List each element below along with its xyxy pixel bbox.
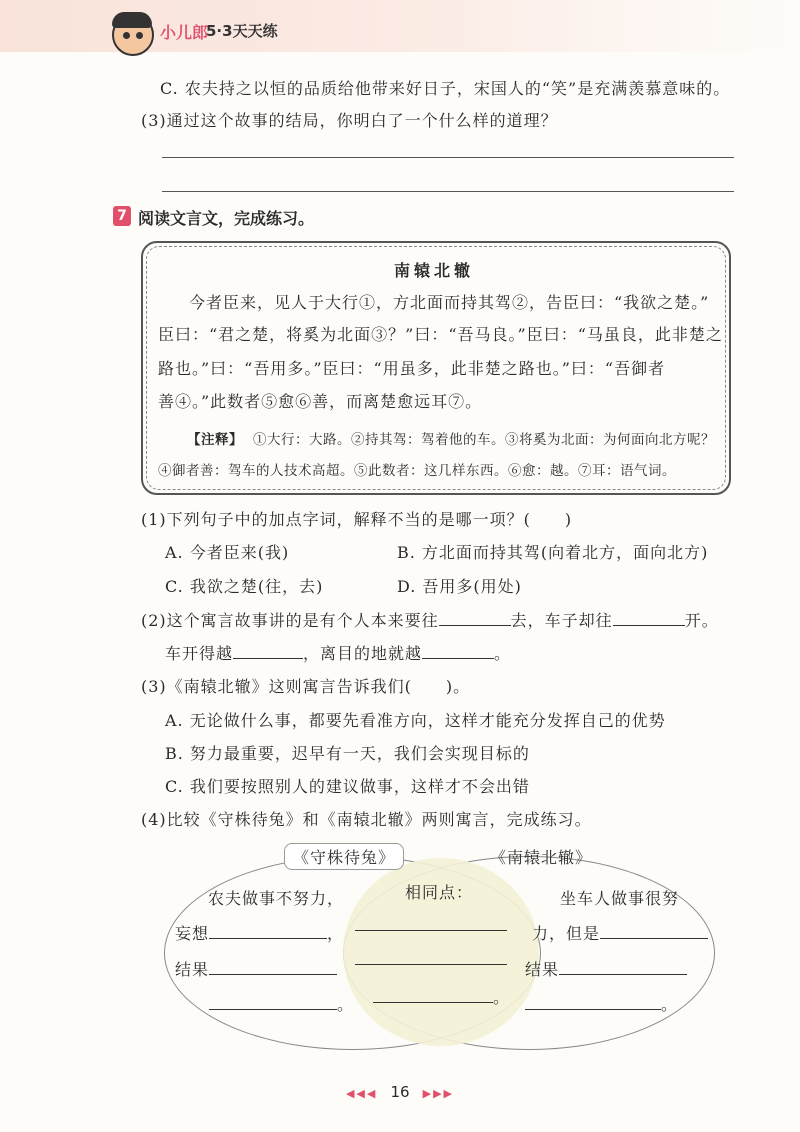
- passage-line-2: 臣曰：“君之楚，将奚为北面③？”曰：“吾马良。”臣曰：“马虽良，此非楚之: [158, 325, 723, 344]
- venn-left-blank-3[interactable]: [209, 995, 337, 1010]
- prev-option-c: C. 农夫持之以恒的品质给他带来好日子，宋国人的“笑”是充满羡慕意味的。: [160, 79, 731, 98]
- q2-part-2: 去，车子却往: [510, 611, 613, 630]
- venn-left-title: 《守株待兔》: [284, 843, 404, 870]
- venn-right-title: 《南辕北辙》: [490, 848, 593, 867]
- answer-line-1[interactable]: [162, 157, 734, 158]
- venn-right-but: 力，但是: [532, 924, 601, 943]
- q2-blank-3[interactable]: [233, 644, 303, 659]
- page-number: 16: [390, 1083, 410, 1101]
- q2-part-6: 。: [494, 644, 512, 663]
- q1-option-c[interactable]: C. 我欲之楚(往，去): [165, 577, 324, 596]
- venn-left-comma: ，: [327, 924, 345, 943]
- passage-title: 南辕北辙: [393, 261, 474, 280]
- mascot-icon: [112, 14, 154, 56]
- right-arrows-icon: ▶▶▶: [422, 1087, 455, 1100]
- q2-blank-4[interactable]: [422, 644, 494, 659]
- notes-line-1: ①大行：大路。②持其驾：驾着他的车。③将奚为北面：为何面向北方呢？: [253, 432, 715, 448]
- q2-blank-2[interactable]: [613, 611, 685, 626]
- q3-option-b[interactable]: B. 努力最重要，迟早有一天，我们会实现目标的: [165, 744, 530, 763]
- passage-line-4: 善④。”此数者⑤愈⑥善，而离楚愈远耳⑦。: [158, 392, 483, 411]
- q3-option-a[interactable]: A. 无论做什么事，都要先看准方向，这样才能充分发挥自己的优势: [165, 711, 666, 730]
- venn-right-blank-1[interactable]: [600, 924, 708, 939]
- venn-mid-line3: [373, 985, 510, 1008]
- venn-left-result: 结果: [175, 960, 210, 979]
- venn-right-line3: [525, 957, 687, 980]
- q1-option-b[interactable]: B. 方北面而持其驾(向着北方，面向北方): [397, 543, 709, 562]
- section-title: 阅读文言文，完成练习。: [138, 209, 315, 228]
- prev-q3: (3)通过这个故事的结局，你明白了一个什么样的道理？: [141, 111, 558, 130]
- venn-left-line4: [209, 992, 354, 1015]
- q2-part-4: 车开得越: [165, 644, 234, 663]
- venn-left-line2: [175, 921, 344, 944]
- venn-mid-end: 。: [493, 988, 511, 1007]
- q2-part-5: ，离目的地就越: [303, 644, 423, 663]
- q3-option-c[interactable]: C. 我们要按照别人的建议做事，这样才不会出错: [165, 777, 530, 796]
- left-arrows-icon: ◀◀◀: [345, 1087, 378, 1100]
- series-name: 5·3天天练: [206, 22, 278, 40]
- venn-left-line1: 农夫做事不努力，: [208, 889, 345, 908]
- page-footer: [0, 1082, 800, 1101]
- q2-part-1: (2)这个寓言故事讲的是有个人本来要往: [141, 611, 439, 630]
- q4-stem: (4)比较《守株待兔》和《南辕北辙》两则寓言，完成练习。: [141, 810, 592, 829]
- q1-stem: (1)下列句子中的加点字词，解释不当的是哪一项？( ): [141, 510, 573, 529]
- venn-left-blank-1[interactable]: [209, 924, 327, 939]
- q1-option-d[interactable]: D. 吾用多(用处): [397, 577, 522, 596]
- venn-right-blank-3[interactable]: [525, 995, 661, 1010]
- venn-right-line1: 坐车人做事很努: [560, 889, 680, 908]
- venn-right-blank-2[interactable]: [559, 960, 687, 975]
- notes-label: 【注释】: [187, 432, 243, 448]
- venn-left-line3: [175, 957, 337, 980]
- section-number: 7: [113, 206, 131, 226]
- venn-left-blank-2[interactable]: [209, 960, 337, 975]
- venn-right-end: 。: [661, 995, 679, 1014]
- venn-right-line2: [532, 921, 708, 944]
- venn-left-wangxiang: 妄想: [175, 924, 210, 943]
- q2-part-3: 开。: [684, 611, 719, 630]
- q2-line-1: [141, 608, 719, 631]
- venn-mid-blank-2[interactable]: [355, 950, 507, 965]
- q2-line-2: [165, 641, 511, 664]
- q1-option-a[interactable]: A. 今者臣来(我): [165, 543, 290, 562]
- venn-left-end: 。: [337, 995, 355, 1014]
- venn-right-result: 结果: [525, 960, 560, 979]
- venn-mid-blank-1[interactable]: [355, 916, 507, 931]
- q2-blank-1[interactable]: [439, 611, 511, 626]
- venn-mid-blank-3[interactable]: [373, 988, 493, 1003]
- venn-mid-label: 相同点：: [405, 883, 474, 902]
- q3-stem: (3)《南辕北辙》这则寓言告诉我们( )。: [141, 677, 471, 696]
- answer-line-2[interactable]: [162, 191, 734, 192]
- passage-line-1: 今者臣来，见人于大行①，方北面而持其驾②，告臣曰：“我欲之楚。”: [189, 293, 710, 312]
- passage-line-3: 路也。”曰：“吾用多。”臣曰：“用虽多，此非楚之路也。”曰：“吾御者: [158, 359, 666, 378]
- notes-line-2: ④御者善：驾车的人技术高超。⑤此数者：这几样东西。⑥愈：越。⑦耳：语气词。: [158, 463, 676, 479]
- brand-name: 小儿郎: [160, 23, 209, 42]
- venn-right-line4: [525, 992, 678, 1015]
